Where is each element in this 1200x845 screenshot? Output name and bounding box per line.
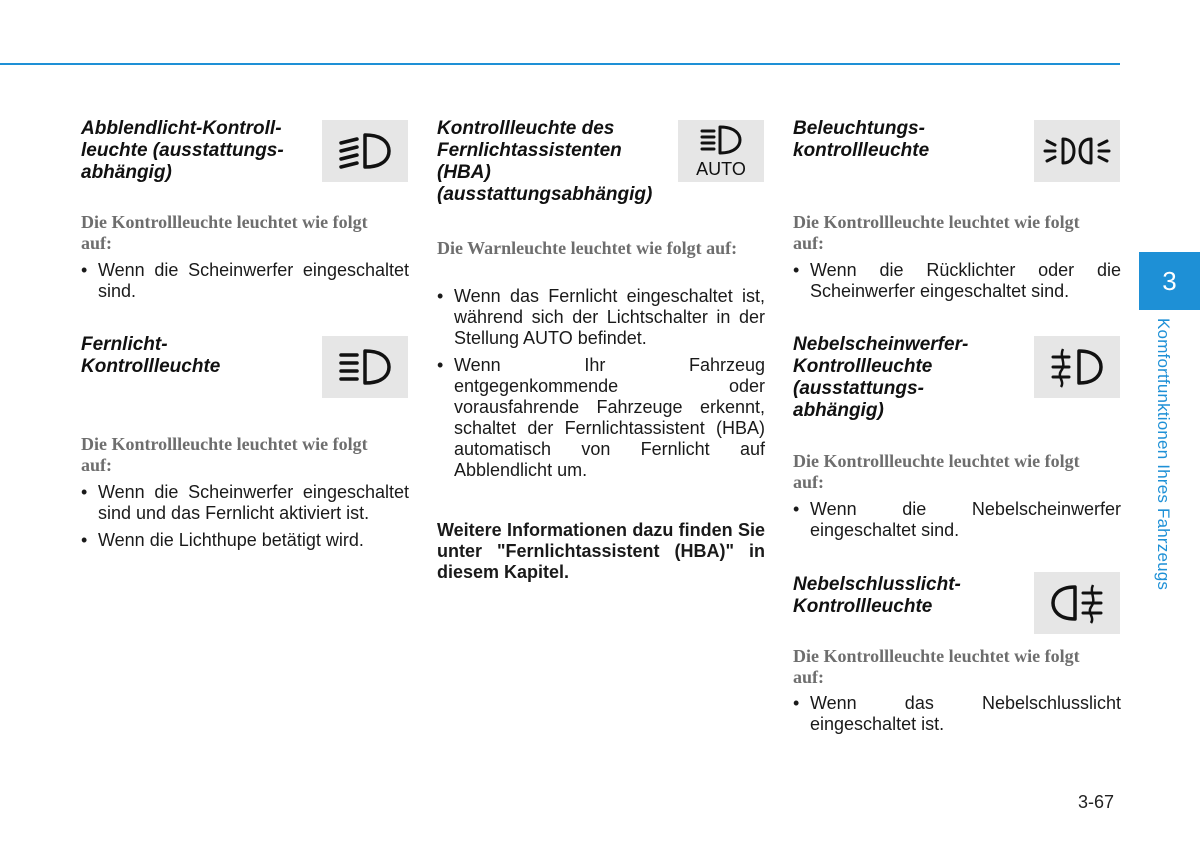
list-item: • Wenn die Nebelscheinwerfer eingeschaltet sind.	[793, 499, 1121, 541]
section-title-rear-fog-light: Nebelschlusslicht- Kontrollleuchte	[793, 574, 961, 617]
list-item: • Wenn die Scheinwerfer eingeschaltet sind.	[81, 260, 409, 302]
chapter-title-vertical	[1153, 318, 1175, 612]
intro-text: Die Warnleuchte leuchtet wie folgt auf:	[437, 238, 738, 258]
page-number: 3-67	[1078, 792, 1115, 812]
front-fog-light-icon	[1034, 336, 1120, 398]
bullet-list	[81, 482, 409, 557]
list-item: • Wenn die Lichthupe betätigt wird.	[81, 530, 409, 551]
hba-auto-icon	[678, 120, 764, 182]
list-item: • Wenn das Nebelschlusslicht eingeschaltet ist.	[793, 693, 1121, 735]
intro-text: Die Kontrollleuchte leuchtet wie folgt auf:	[793, 646, 1080, 687]
rear-fog-light-icon	[1034, 572, 1120, 634]
bullet-list	[793, 260, 1121, 308]
list-item: • Wenn die Scheinwerfer eingeschaltet sind und das Fernlicht aktiviert ist.	[81, 482, 409, 524]
intro-text: Die Kontrollleuchte leuchtet wie folgt auf:	[793, 451, 1080, 492]
section-title-low-beam: Abblendlicht-Kontroll- leuchte (ausstattungs- abhängig)	[81, 118, 284, 183]
intro-text: Die Kontrollleuchte leuchtet wie folgt auf:	[81, 434, 368, 475]
section-title-hba: Kontrollleuchte des Fernlichtassistenten (HBA) (ausstattungsabhängig)	[437, 118, 653, 205]
list-item: • Wenn die Rücklichter oder die Scheinwerfer eingeschaltet sind.	[793, 260, 1121, 302]
bullet-list	[793, 499, 1121, 547]
low-beam-icon	[322, 120, 408, 182]
note-text: Weitere Informationen dazu finden Sie unter "Fernlichtassistent (HBA)" in diesem Kapitel.	[437, 520, 765, 582]
intro-text: Die Kontrollleuchte leuchtet wie folgt auf:	[793, 212, 1080, 253]
position-lights-icon	[1034, 120, 1120, 182]
bullet-list	[437, 286, 765, 487]
top-rule	[0, 63, 1120, 65]
chapter-tab: 3	[1139, 252, 1200, 310]
section-title-fog-light: Nebelscheinwerfer- Kontrollleuchte (ausstattungs- abhängig)	[793, 334, 969, 421]
intro-text: Die Kontrollleuchte leuchtet wie folgt auf:	[81, 212, 368, 253]
list-item: • Wenn Ihr Fahrzeug entgegenkommende oder vorausfahrende Fahrzeuge erkennt, schaltet der Fernlichtassistent (HBA) automatisch von Fernlicht auf Abblendlicht um.	[437, 355, 765, 481]
auto-label: AUTO	[696, 159, 746, 179]
high-beam-icon	[322, 336, 408, 398]
section-title-high-beam: Fernlicht- Kontrollleuchte	[81, 334, 221, 377]
bullet-list	[81, 260, 409, 308]
section-title-lighting: Beleuchtungs- kontrollleuchte	[793, 118, 930, 161]
list-item: • Wenn das Fernlicht eingeschaltet ist, während sich der Lichtschalter in der Stellung AUTO befindet.	[437, 286, 765, 349]
chapter-title: Komfortfunktionen Ihres Fahrzeugs	[1154, 318, 1173, 591]
bullet-list	[793, 693, 1121, 741]
